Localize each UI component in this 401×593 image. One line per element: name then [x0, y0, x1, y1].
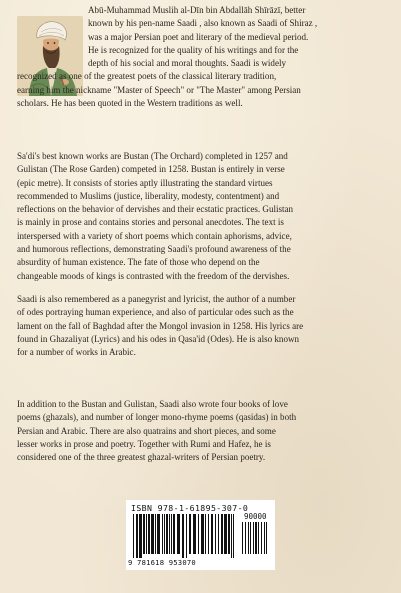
barcode-bar	[218, 514, 219, 554]
works-line: interspersed with a variety of short poems which contain aphorisms, advice,	[17, 230, 292, 241]
works-line: reflections on the behavior of dervishes and their ecstatic practices. Gulistan	[17, 204, 294, 215]
paragraph-lyricist	[17, 293, 385, 359]
works-line: is mainly in prose and contains stories and personal anecdotes. The text is	[17, 217, 284, 228]
works-line: (epic metre). It consists of stories aptly illustrating the standard virtues	[17, 177, 273, 188]
barcode-bar	[143, 514, 145, 554]
works-line: changeable moods of kings is contrasted with the freedom of the dervishes.	[17, 270, 290, 281]
barcode-bar	[208, 514, 209, 554]
barcode-bar	[266, 522, 267, 554]
barcode-bars	[132, 514, 236, 558]
barcode-bar	[205, 514, 206, 554]
barcode-bar	[177, 514, 180, 554]
works-line: Sa'di's best known works are Bustan (The Orchard) completed in 1257 and	[17, 151, 288, 161]
barcode-bar	[221, 514, 223, 554]
lyricist-line: Saadi is also remembered as a panegyrist and lyricist, the author of a number	[17, 294, 296, 304]
works-line: absurdity of human existence. The fate of those who depend on the	[17, 257, 260, 268]
barcode-bar	[157, 514, 160, 554]
other-works-line: considered one of the three greatest ghazal-writers of Persian poetry.	[17, 452, 266, 463]
works-line: Gulistan (The Rose Garden) competed in 1258. Bustan is entirely in verse	[17, 164, 285, 175]
paragraph-works	[17, 150, 385, 283]
barcode-bar	[139, 514, 142, 558]
barcode-bar	[255, 522, 257, 554]
biography-line: Abū-Muhammad Muslih al-Dīn bin Abdallāh Shīrāzī, better	[88, 5, 306, 15]
other-works-line: Persian and Arabic. There are also quatrains and short pieces, and some	[17, 425, 276, 436]
barcode-digits: 9 781618 953070	[128, 558, 196, 567]
barcode-bar	[155, 514, 156, 554]
barcode-bar	[186, 514, 187, 558]
other-works-line: lesser works in prose and poetry. Together with Rumi and Hafez, he is	[17, 438, 271, 449]
barcode-bar	[171, 514, 172, 554]
barcode-bar	[162, 514, 163, 554]
barcode-bar	[224, 514, 227, 554]
barcode-bar	[245, 522, 246, 554]
barcode-bar	[182, 514, 184, 558]
works-line: and humorous reflections, demonstrating Saadi's profound awareness of the	[17, 244, 291, 255]
paragraph-biography	[17, 4, 385, 110]
barcode-bar	[242, 522, 243, 554]
barcode-bar	[231, 514, 232, 558]
barcode-bar	[133, 514, 134, 558]
price-barcode-bars	[241, 522, 269, 558]
biography-line: He is recognized for the quality of his writings and for the	[88, 44, 299, 55]
biography-line: earning him the nickname "Master of Speech" or "The Master" among Persian	[17, 84, 301, 95]
barcode-bar	[264, 522, 265, 554]
lyricist-line: found in Ghazaliyat (Lyrics) and his odes in Qasa'id (Odes). He is also known	[17, 333, 300, 344]
other-works-line: poems (ghazals), and number of longer mono-rhyme poems (qasidas) in both	[17, 412, 297, 423]
works-line: recommended to Muslims (justice, liberality, modesty, contentment) and	[17, 190, 280, 201]
paragraph-other-works	[17, 398, 385, 464]
barcode-bar	[211, 514, 213, 554]
barcode-bar	[136, 514, 138, 558]
barcode-bar	[193, 514, 196, 554]
barcode-bar	[146, 514, 147, 554]
biography-line: known by his pen-name Saadi , also known as Saadi of Shiraz ,	[88, 18, 318, 29]
biography-line: was a major Persian poet and literary of the medieval period.	[88, 31, 309, 42]
barcode-bar	[215, 514, 216, 554]
lyricist-line: lament on the fall of Baghdad after the Mongol invasion in 1258. His lyrics are	[17, 320, 304, 331]
barcode-bar	[164, 514, 165, 554]
barcode-bar	[248, 522, 249, 554]
barcode-bar	[253, 522, 254, 554]
isbn-barcode	[126, 500, 275, 570]
barcode-bar	[169, 514, 170, 554]
other-works-line: In addition to the Bustan and Gulistan, Saadi also wrote four books of love	[17, 399, 288, 409]
biography-line: recognized as one of the greatest poets of the classical literary tradition,	[17, 71, 277, 82]
isbn-label: ISBN 978-1-61895-307-0	[131, 503, 249, 513]
barcode-bar	[166, 514, 168, 554]
barcode-bar	[201, 514, 204, 554]
barcode-bar	[151, 514, 154, 554]
biography-line: depth of his social and moral thoughts. Saadi is widely	[88, 58, 286, 69]
barcode-bar	[189, 514, 191, 554]
lyricist-line: of odes portraying human experience, and also of particular odes such as the	[17, 307, 294, 318]
barcode-bar	[173, 514, 175, 554]
lyricist-line: for a number of works in Arabic.	[17, 347, 136, 358]
biography-line: scholars. He has been quoted in the Western traditions as well.	[17, 98, 243, 109]
barcode-bar	[261, 522, 262, 554]
barcode-bar	[228, 514, 230, 554]
price-code: 90000	[244, 512, 267, 521]
barcode-bar	[233, 514, 234, 558]
barcode-bar	[198, 514, 199, 554]
barcode-bar	[250, 522, 251, 554]
barcode-bar	[258, 522, 259, 554]
barcode-bar	[148, 514, 150, 554]
